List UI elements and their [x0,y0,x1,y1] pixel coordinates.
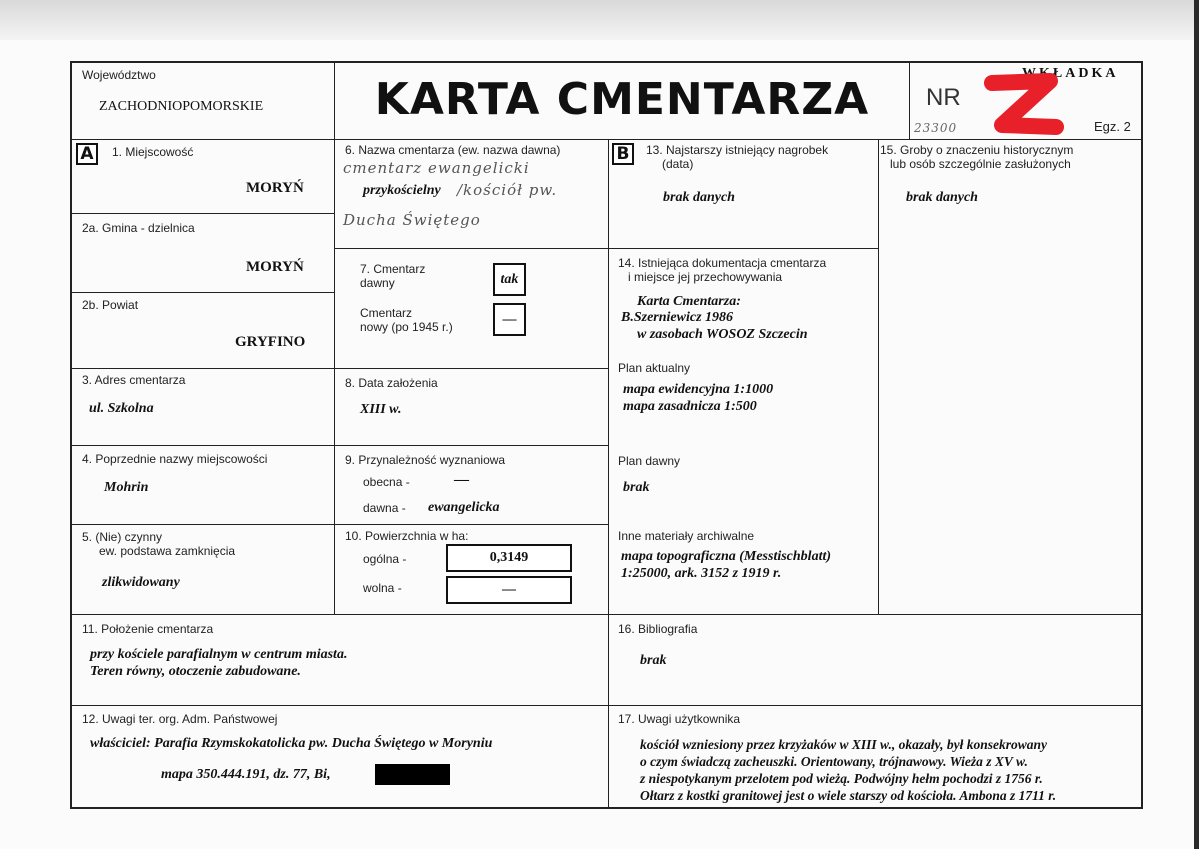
dawna-label: dawna - [363,501,406,515]
dokumentacja-label-2: i miejsce jej przechowywania [628,270,783,284]
wojewodztwo-label: Województwo [82,68,156,82]
miejscowosc-label: 1. Miejscowość [112,145,194,159]
dawna-value: ewangelicka [428,500,500,515]
data-label: 8. Data założenia [345,376,438,390]
plan-aktualny-label: Plan aktualny [618,361,691,375]
polozenie-label: 11. Położenie cmentarza [82,622,214,636]
dokumentacja-value-2: B.Szerniewicz 1986 [621,310,734,325]
dawny-label-2: dawny [360,276,395,290]
czynny-label-2: ew. podstawa zamknięcia [99,544,236,558]
poprzednie-value: Mohrin [104,480,149,495]
powierzchnia-label: 10. Powierzchnia w ha: [345,529,469,543]
dokumentacja-value-1: Karta Cmentarza: [637,294,741,309]
nagrobek-value: brak danych [663,190,735,205]
dawny-checkbox[interactable]: tak [493,263,526,296]
dokumentacja-value-3: w zasobach WOSOZ Szczecin [637,327,808,342]
plan-dawny-value: brak [623,480,650,495]
scan-top-band [0,0,1199,40]
uwagi-uzytkownika-value-4: Ołtarz z kostki granitowej jest o wiele starszy od kościoła. Ambona z 1711 r. [640,788,1057,803]
wyznanie-label: 9. Przynależność wyznaniowa [345,453,506,467]
polozenie-value-2: Teren równy, otoczenie zabudowane. [90,664,301,679]
nazwa-hand-2: /kościół pw. [457,181,558,199]
nagrobek-label-2: (data) [662,157,694,171]
uwagi-uzytkownika-value-1: kościół wzniesiony przez krzyżaków w XIII w., okazały, był konsekrowany [640,737,1048,752]
scan-right-edge [1194,0,1199,849]
gmina-value: MORYŃ [246,259,304,275]
uwagi-ter-value-2: mapa 350.444.191, dz. 77, Bi, [161,767,331,782]
uwagi-uzytkownika-label: 17. Uwagi użytkownika [618,712,741,726]
obecna-value: — [454,472,469,488]
dawny-label-1: 7. Cmentarz [360,262,426,276]
nr-value: 23300 [914,121,958,135]
bibliografia-label: 16. Bibliografia [618,622,698,636]
egz-label: Egz. 2 [1094,119,1131,134]
nr-label: NR [926,84,961,111]
nowy-label-1: Cmentarz [360,306,413,320]
section-a-badge: A [76,143,98,165]
plan-aktualny-value-2: mapa zasadnicza 1:500 [623,399,757,414]
uwagi-ter-value-1: właściciel: Parafia Rzymskokatolicka pw. Ducha Świętego w Moryniu [90,736,493,751]
polozenie-value-1: przy kościele parafialnym w centrum miasta. [90,647,348,662]
nowy-checkbox[interactable]: — [493,303,526,336]
gmina-label: 2a. Gmina - dzielnica [82,221,195,235]
ogolna-label: ogólna - [363,552,407,566]
nagrobek-label-1: 13. Najstarszy istniejący nagrobek [646,143,829,157]
wolna-field[interactable]: — [446,576,572,604]
uwagi-ter-label: 12. Uwagi ter. org. Adm. Państwowej [82,712,278,726]
powiat-label: 2b. Powiat [82,298,139,312]
uwagi-uzytkownika-value-2: o czym świadczą zacheuszki. Orientowany, trójnawowy. Wieża z XV w. [640,754,1028,769]
powiat-value: GRYFINO [235,334,306,350]
czynny-value: zlikwidowany [102,575,180,590]
plan-aktualny-value-1: mapa ewidencyjna 1:1000 [623,382,774,397]
nowy-label-2: nowy (po 1945 r.) [360,320,453,334]
obecna-label: obecna - [363,475,410,489]
uwagi-uzytkownika-value-3: z niespotykanym przelotem pod wieżą. Podwójny hełm pochodzi z 1756 r. [640,771,1043,786]
groby-value: brak danych [906,190,978,205]
wojewodztwo-value: ZACHODNIOPOMORSKIE [99,99,264,114]
bibliografia-value: brak [640,653,667,668]
redaction-bar [375,764,450,785]
ogolna-field[interactable]: 0,3149 [446,544,572,572]
inne-materialy-value-2: 1:25000, ark. 3152 z 1919 r. [621,566,782,581]
inne-materialy-label: Inne materiały archiwalne [618,529,755,543]
inne-materialy-value-1: mapa topograficzna (Messtischblatt) [621,549,832,564]
adres-label: 3. Adres cmentarza [82,373,186,387]
wolna-label: wolna - [363,581,402,595]
plan-dawny-label: Plan dawny [618,454,681,468]
card-title: KARTA CMENTARZA [374,74,870,125]
adres-value: ul. Szkolna [89,401,154,416]
wkladka-label: WKŁADKA [1022,66,1119,81]
data-value: XIII w. [360,402,402,417]
cemetery-card [70,61,1143,809]
nazwa-label: 6. Nazwa cmentarza (ew. nazwa dawna) [345,143,561,157]
nazwa-hand-3: Ducha Świętego [343,211,481,229]
poprzednie-label: 4. Poprzednie nazwy miejscowości [82,452,268,466]
miejscowosc-value: MORYŃ [246,180,304,196]
section-b-badge: B [612,143,634,165]
groby-label-2: lub osób szczególnie zasłużonych [890,157,1071,171]
czynny-label-1: 5. (Nie) czynny [82,530,163,544]
dokumentacja-label-1: 14. Istniejąca dokumentacja cmentarza [618,256,827,270]
nazwa-hand-1: cmentarz ewangelicki [343,159,530,177]
nazwa-value: przykościelny [363,183,441,198]
groby-label-1: 15. Groby o znaczeniu historycznym [880,143,1074,157]
red-z-stamp [984,71,1064,137]
